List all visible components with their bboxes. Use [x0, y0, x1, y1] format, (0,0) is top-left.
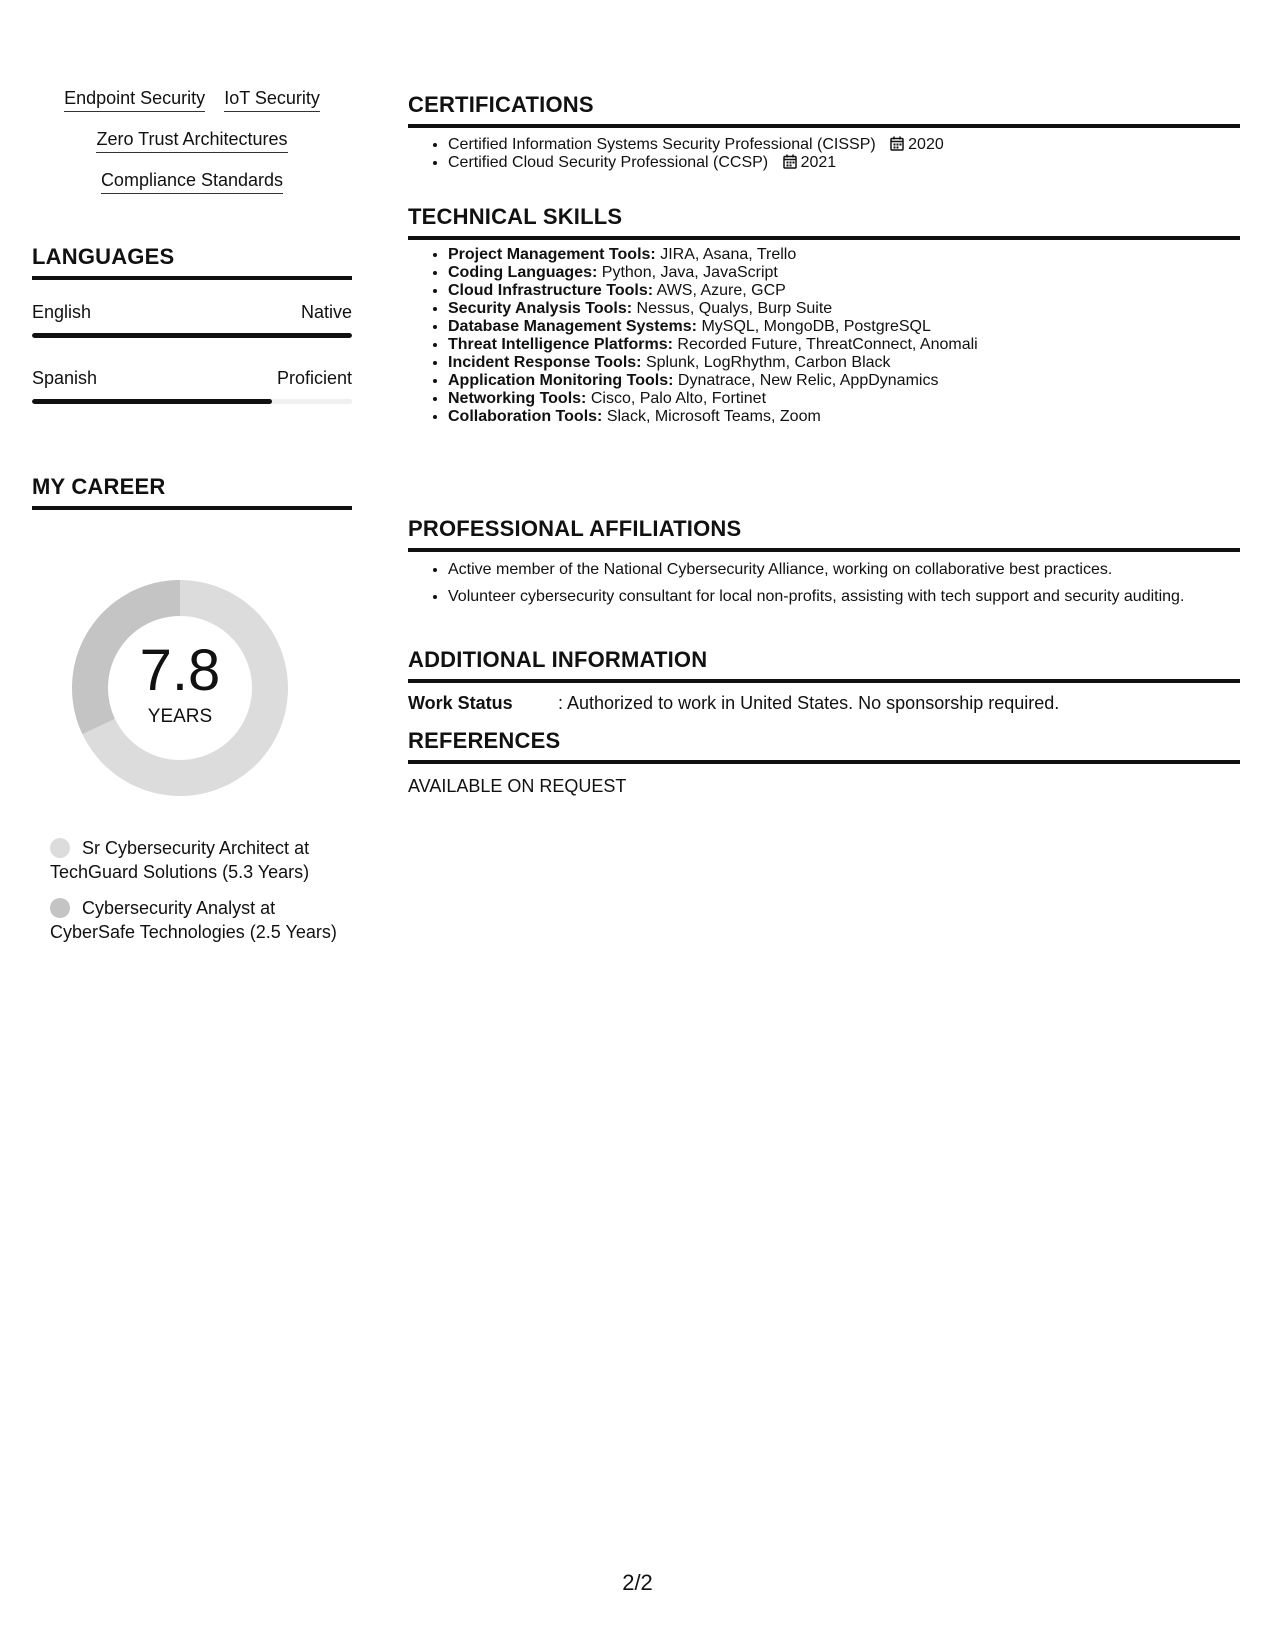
technical-skill-item [448, 336, 1240, 354]
technical-skills-section [408, 204, 1240, 442]
technical-skills-title: TECHNICAL SKILLS [408, 204, 1240, 240]
technical-skill-item [448, 318, 1240, 336]
technical-skills-list [408, 246, 1240, 426]
career-donut-center [66, 574, 294, 802]
skill-tag: Zero Trust Architectures [96, 129, 287, 153]
technical-skill-item [448, 390, 1240, 408]
affiliation-item: • Active member of the National Cybersecurity Alliance, working on collaborative best practices. [448, 558, 1240, 582]
career-legend-item [50, 836, 340, 884]
skill-label: Security Analysis Tools: [448, 300, 633, 317]
certification-item [448, 136, 1240, 154]
additional-info-section [408, 647, 1240, 714]
career-total-unit: YEARS [147, 706, 213, 727]
affiliations-list [408, 558, 1240, 609]
additional-info-title: ADDITIONAL INFORMATION [408, 647, 1240, 683]
career-legend-label: Sr Cybersecurity Architect at TechGuard Solutions (5.3 Years) [50, 838, 310, 882]
skill-value: Splunk, LogRhythm, Carbon Black [645, 354, 891, 371]
certification-name: Certified Information Systems Security Professional (CISSP) [448, 136, 876, 153]
technical-skill-item [448, 300, 1240, 318]
language-level: Native [300, 302, 352, 322]
language-proficiency-bar [32, 333, 352, 338]
languages-section [32, 244, 352, 404]
technical-skill-item [448, 408, 1240, 426]
references-text: AVAILABLE ON REQUEST [408, 776, 627, 796]
certifications-title: CERTIFICATIONS [408, 92, 1240, 128]
work-status-value: : Authorized to work in United States. No sponsorship required. [558, 693, 1060, 713]
skill-label: Project Management Tools: [448, 246, 656, 263]
skill-label: Coding Languages: [448, 264, 598, 281]
calendar-icon [890, 136, 904, 151]
technical-skill-item [448, 282, 1240, 300]
language-level: Proficient [276, 368, 352, 388]
career-legend-item [50, 896, 340, 944]
skill-label: Collaboration Tools: [448, 408, 603, 425]
skill-label: Incident Response Tools: [448, 354, 642, 371]
certification-year-text: 2021 [800, 154, 837, 171]
skill-value: Recorded Future, ThreatConnect, Anomali [677, 336, 978, 353]
skill-value: JIRA, Asana, Trello [660, 246, 797, 263]
skill-value: AWS, Azure, GCP [656, 282, 786, 299]
language-proficiency-fill [32, 399, 272, 404]
affiliations-section [408, 516, 1240, 625]
legend-dot-icon [50, 898, 70, 918]
affiliation-item: • Volunteer cybersecurity consultant for local non-profits, assisting with tech support and security auditing. [448, 585, 1240, 609]
skill-value: Slack, Microsoft Teams, Zoom [606, 408, 821, 425]
certification-year-text: 2020 [908, 136, 944, 153]
skill-value: Cisco, Palo Alto, Fortinet [590, 390, 767, 407]
career-section [32, 474, 352, 510]
language-proficiency-fill [32, 333, 352, 338]
skill-value: MySQL, MongoDB, PostgreSQL [701, 318, 931, 335]
career-legend-label: Cybersecurity Analyst at CyberSafe Technologies (2.5 Years) [50, 898, 337, 942]
certification-name: Certified Cloud Security Professional (CCSP) [448, 154, 769, 171]
legend-dot-icon [50, 838, 70, 858]
skill-tag: IoT Security [224, 88, 320, 112]
skill-tag: Endpoint Security [64, 88, 205, 112]
certification-item [448, 154, 1240, 172]
certification-year [890, 136, 944, 153]
references-title: REFERENCES [408, 728, 1240, 764]
skill-label: Database Management Systems: [448, 318, 697, 335]
language-row [32, 302, 352, 323]
skill-tag-row [32, 170, 352, 194]
technical-skill-item [448, 354, 1240, 372]
technical-skill-item [448, 246, 1240, 264]
references-section [408, 728, 1240, 797]
affiliations-title: PROFESSIONAL AFFILIATIONS [408, 516, 1240, 552]
page-number: 2/2 [622, 1570, 653, 1595]
career-total-years: 7.8 [139, 638, 221, 703]
skill-value: Nessus, Qualys, Burp Suite [636, 300, 833, 317]
skill-tag-row [32, 88, 352, 112]
work-status-label: Work Status [408, 693, 513, 713]
skill-label: Networking Tools: [448, 390, 587, 407]
languages-title: LANGUAGES [32, 244, 352, 280]
skill-label: Application Monitoring Tools: [448, 372, 674, 389]
career-donut-chart [66, 574, 294, 802]
skill-tags [32, 88, 352, 211]
certifications-list [408, 136, 1240, 172]
calendar-icon [783, 154, 797, 169]
career-title: MY CAREER [32, 474, 352, 510]
work-status-row [408, 693, 1240, 714]
language-proficiency-bar [32, 399, 352, 404]
technical-skill-item [448, 264, 1240, 282]
career-legend [50, 836, 340, 956]
technical-skill-item [448, 372, 1240, 390]
certification-year [783, 154, 837, 171]
skill-label: Cloud Infrastructure Tools: [448, 282, 654, 299]
language-row [32, 368, 352, 389]
language-name: Spanish [32, 368, 98, 388]
skill-tag: Compliance Standards [101, 170, 283, 194]
language-name: English [32, 302, 92, 322]
skill-label: Threat Intelligence Platforms: [448, 336, 673, 353]
skill-tag-row [32, 129, 352, 153]
skill-value: Python, Java, JavaScript [601, 264, 778, 281]
certifications-section [408, 92, 1240, 188]
skill-value: Dynatrace, New Relic, AppDynamics [677, 372, 939, 389]
